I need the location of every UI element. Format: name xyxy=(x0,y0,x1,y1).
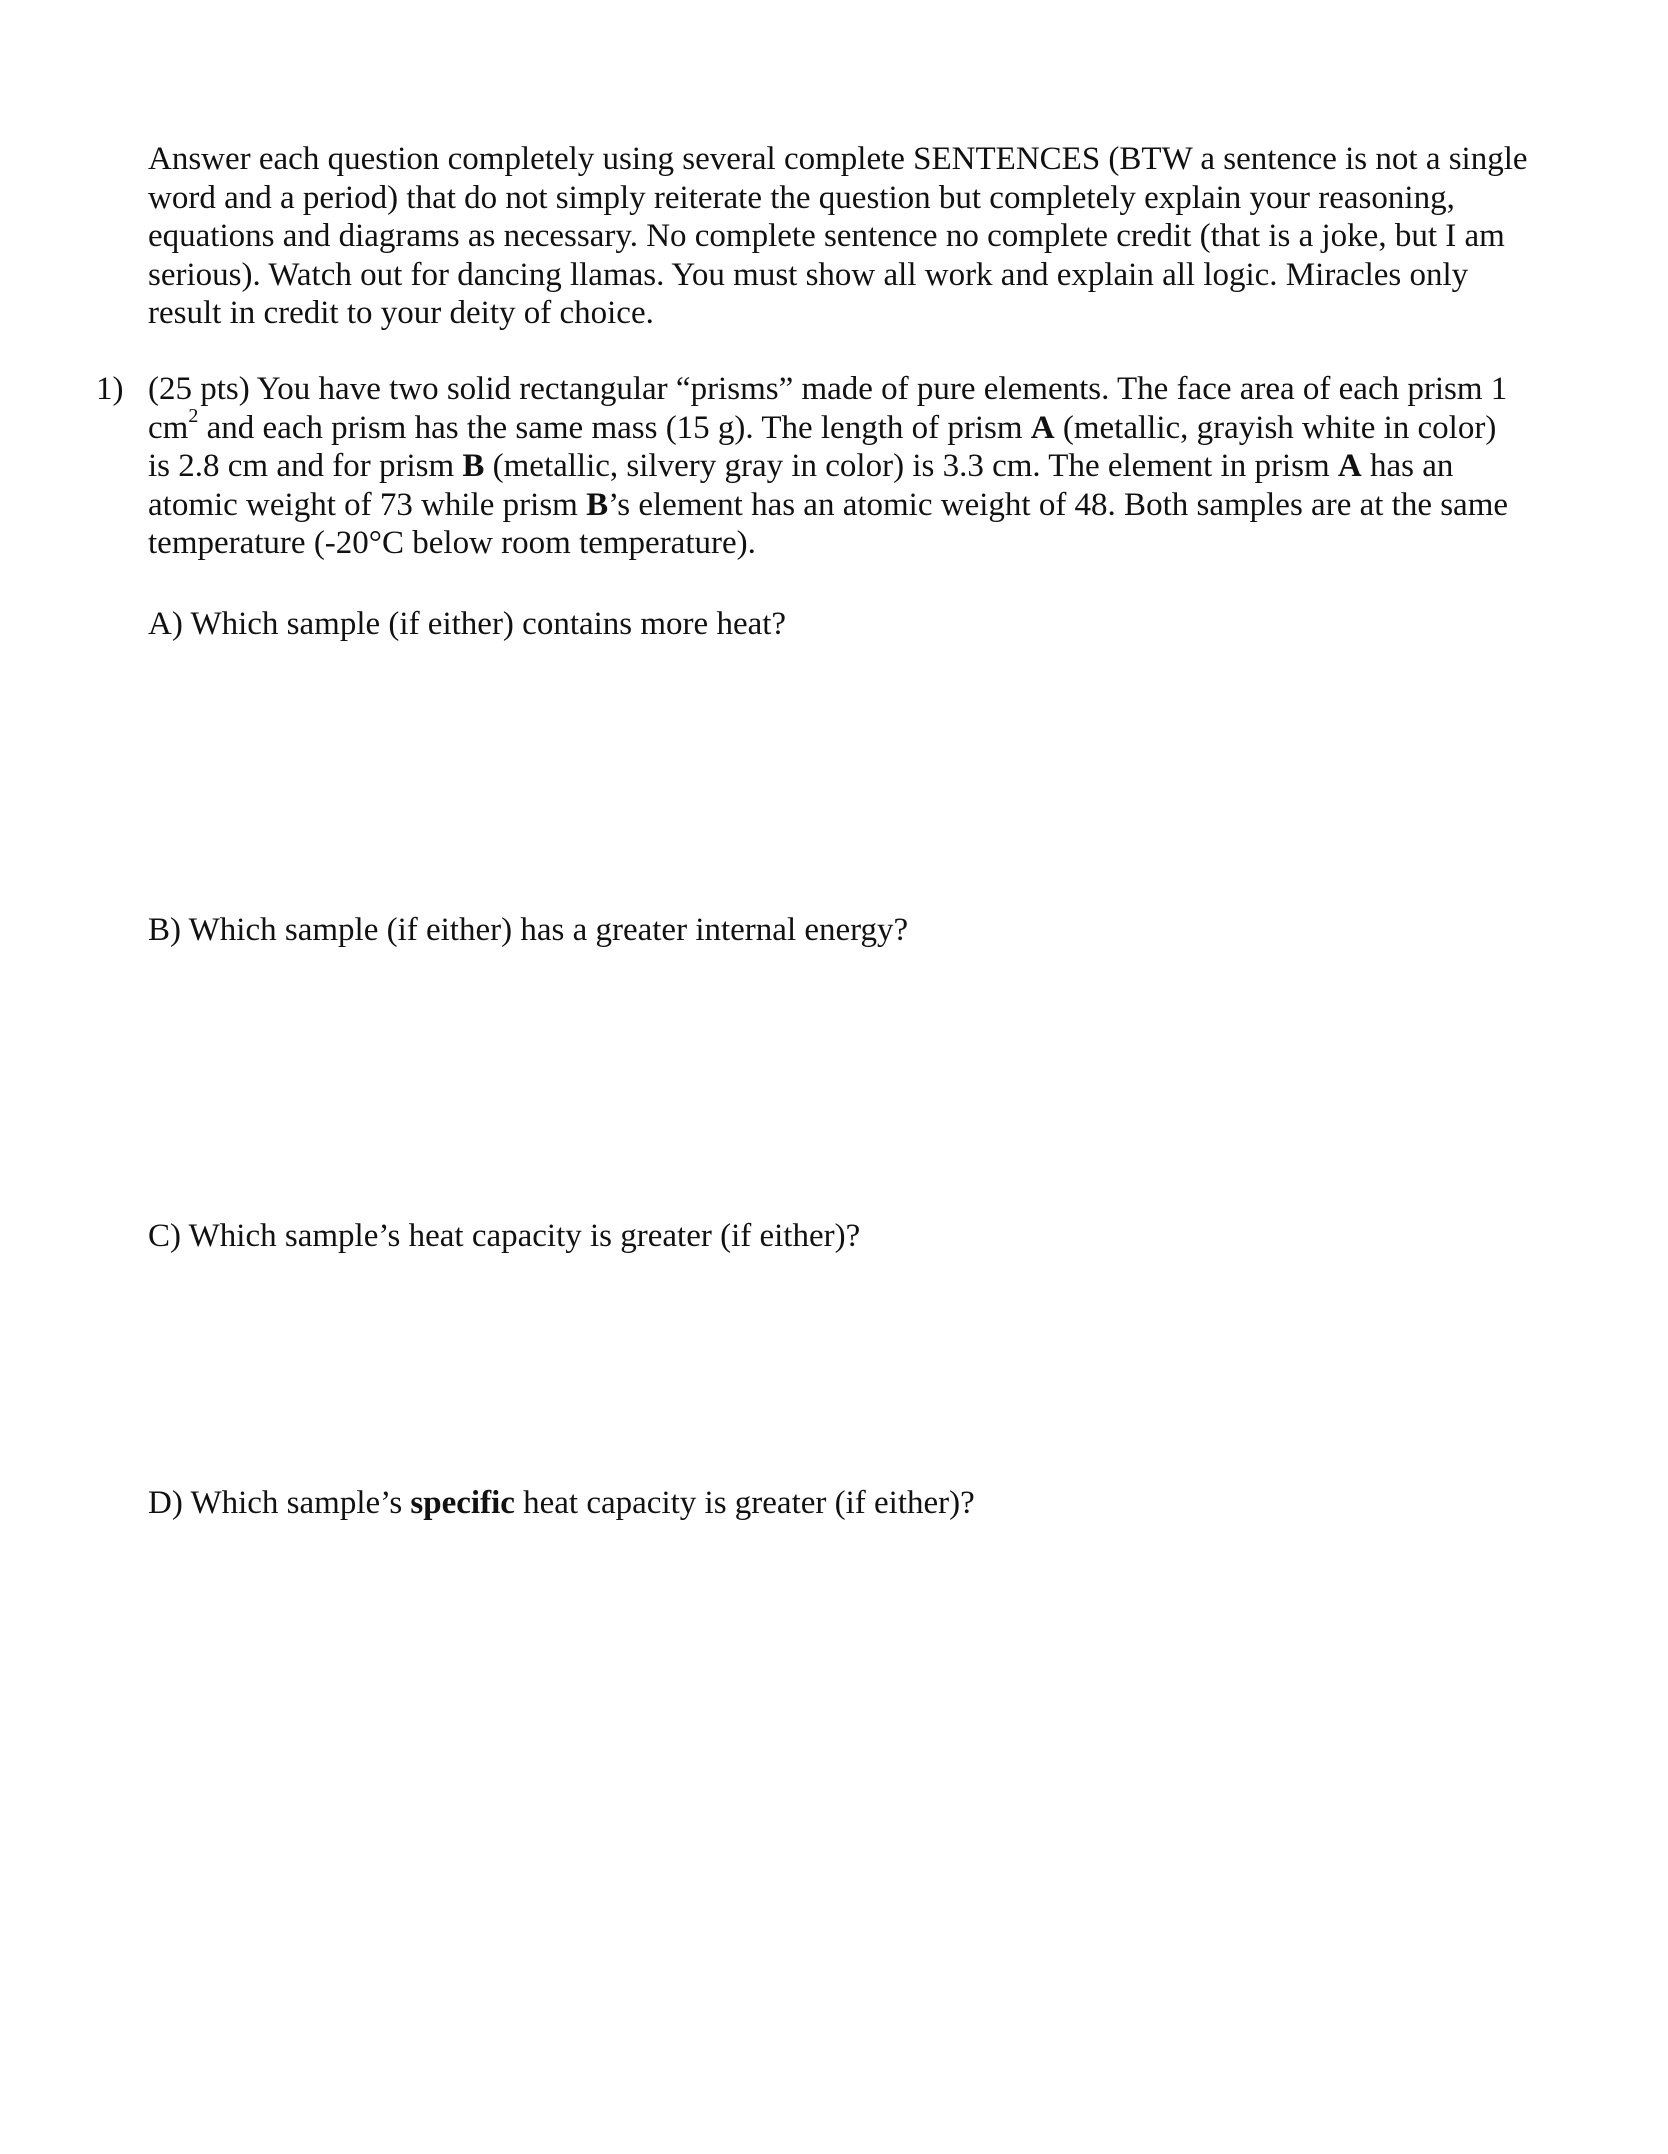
instructions-line: equations and diagrams as necessary. No complete sentence no complete credit (that is a joke, but I am xyxy=(148,218,1505,254)
question-text: and each prism has the same mass (15 g). The length of prism xyxy=(198,409,1031,446)
question-line: temperature (-20°C below room temperature). xyxy=(148,525,756,561)
question-text: ’s element has an atomic weight of 48. Both samples are at the same xyxy=(608,486,1509,523)
subquestion-text: heat capacity is greater (if either)? xyxy=(514,1485,975,1521)
prism-label: B xyxy=(462,448,485,484)
instructions-paragraph xyxy=(148,140,1558,333)
question-text: (metallic, grayish white in color) xyxy=(1054,409,1497,446)
question-number: 1) xyxy=(96,371,124,407)
question-line xyxy=(148,404,1558,448)
instructions-line: result in credit to your deity of choice. xyxy=(148,295,654,331)
question-1-text xyxy=(148,370,1558,563)
subquestion-b: B) Which sample (if either) has a greater internal energy? xyxy=(148,912,909,948)
instructions-line: serious). Watch out for dancing llamas. You must show all work and explain all logic. Miracles only xyxy=(148,256,1469,293)
emphasis-specific: specific xyxy=(410,1485,515,1521)
superscript: 2 xyxy=(188,404,199,427)
instructions-line: Answer each question completely using several complete SENTENCES (BTW a sentence is not a single xyxy=(148,141,1528,177)
question-line xyxy=(148,486,1558,525)
question-text: atomic weight of 73 while prism xyxy=(148,486,587,523)
prism-label: B xyxy=(586,486,609,523)
question-text: (metallic, silvery gray in color) is 3.3 cm. The element in prism xyxy=(484,448,1338,484)
subquestion-c: C) Which sample’s heat capacity is greater (if either)? xyxy=(148,1218,861,1254)
unit-text: cm xyxy=(148,409,189,446)
question-line: (25 pts) You have two solid rectangular “prisms” made of pure elements. The face area of each prism 1 xyxy=(148,371,1508,407)
subquestion-text: D) Which sample’s xyxy=(148,1485,411,1521)
prism-label: A xyxy=(1337,448,1362,484)
question-text: is 2.8 cm and for prism xyxy=(148,448,463,484)
subquestion-a: A) Which sample (if either) contains more heat? xyxy=(148,606,787,642)
question-text: has an xyxy=(1361,448,1454,484)
prism-label: A xyxy=(1030,409,1055,446)
question-line xyxy=(148,447,1558,486)
instructions-line: word and a period) that do not simply reiterate the question but completely explain your reasoning, xyxy=(148,179,1455,216)
subquestion-d xyxy=(148,1484,975,1523)
